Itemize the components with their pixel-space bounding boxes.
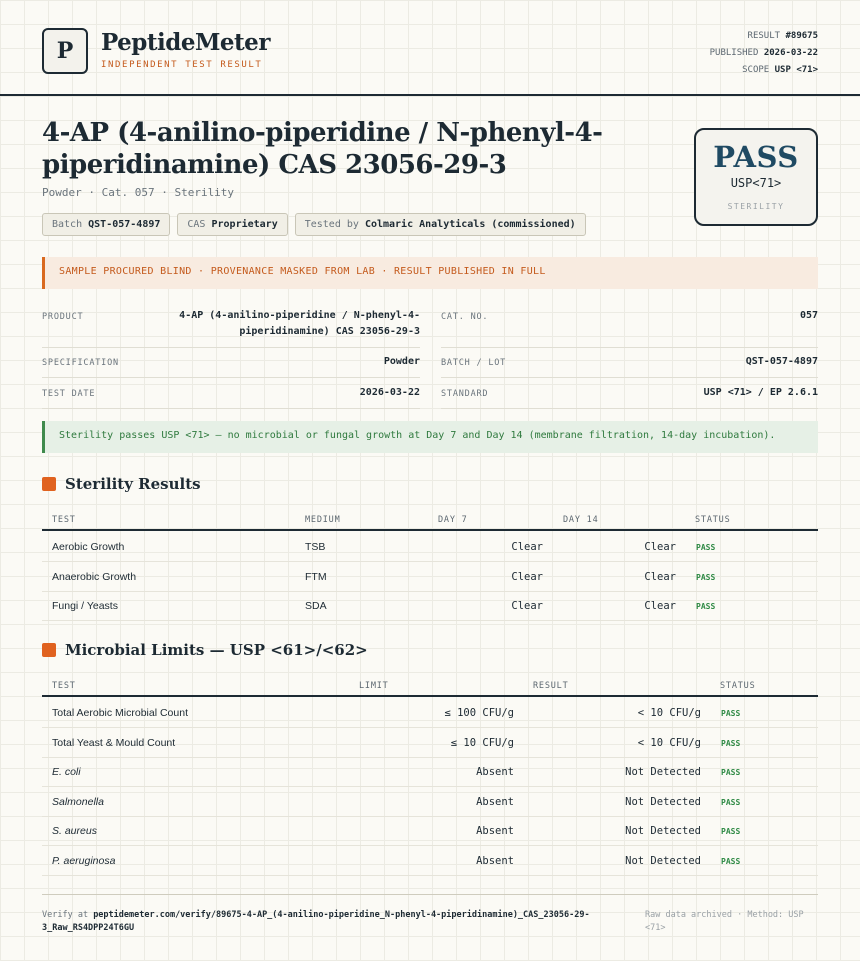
report-meta bbox=[710, 28, 818, 79]
section-title: Sterility Results bbox=[65, 475, 201, 493]
status-badge: PASS bbox=[721, 827, 741, 836]
sterility-heading bbox=[42, 475, 201, 493]
table-row bbox=[42, 728, 818, 758]
divider bbox=[441, 377, 818, 378]
column-header: MEDIUM bbox=[305, 515, 341, 525]
standard-label: STANDARD bbox=[441, 389, 489, 399]
date-label: TEST DATE bbox=[42, 389, 96, 399]
column-header: LIMIT bbox=[359, 681, 389, 691]
table-row bbox=[42, 591, 818, 621]
limit-cell: Absent bbox=[476, 795, 514, 808]
medium-cell: FTM bbox=[305, 570, 327, 583]
logo: P bbox=[42, 28, 88, 74]
column-header: RESULT bbox=[533, 681, 569, 691]
day14-cell: Clear bbox=[644, 570, 676, 583]
spec-label: SPECIFICATION bbox=[42, 358, 119, 368]
scope-label: SCOPE bbox=[742, 65, 770, 75]
result-cell: < 10 CFU/g bbox=[637, 736, 701, 749]
batch-label: BATCH / LOT bbox=[441, 358, 507, 368]
column-header: TEST bbox=[52, 681, 76, 691]
column-header: DAY 14 bbox=[563, 515, 599, 525]
test-name: E. coli bbox=[52, 766, 81, 778]
result-cell: Not Detected bbox=[625, 825, 701, 837]
status-badge: PASS bbox=[696, 602, 716, 611]
result-number: #89675 bbox=[785, 31, 818, 41]
status-badge: PASS bbox=[721, 856, 741, 866]
microbial-table-header bbox=[42, 675, 818, 697]
section-marker-icon bbox=[42, 643, 56, 657]
status-badge: PASS bbox=[696, 543, 716, 552]
divider bbox=[42, 408, 420, 409]
status-badge: PASS bbox=[721, 797, 741, 807]
product-subline: Powder · Cat. 057 · Sterility bbox=[42, 186, 235, 199]
product-value bbox=[150, 308, 420, 340]
result-cell: Not Detected bbox=[625, 854, 701, 867]
verify-link[interactable]: peptidemeter.com/verify/89675-4-AP_(4-anilino-piperidine_N-phenyl-4-piperidinamine)_CAS_23056-29-3_Raw_RS4DPP24T6GU bbox=[42, 910, 590, 933]
column-header: DAY 7 bbox=[438, 515, 468, 525]
verify-text bbox=[42, 909, 602, 935]
medium-cell: SDA bbox=[305, 600, 327, 612]
divider bbox=[42, 347, 420, 348]
standard-value: USP <71> / EP 2.6.1 bbox=[703, 387, 818, 398]
status-badge: PASS bbox=[721, 709, 741, 718]
medium-cell: TSB bbox=[305, 541, 326, 553]
verify-prefix: Verify at bbox=[42, 910, 89, 920]
cat-value: 057 bbox=[799, 310, 818, 321]
divider bbox=[441, 408, 818, 409]
batch-value: QST-057-4897 bbox=[745, 356, 818, 367]
test-name: Total Yeast & Mould Count bbox=[52, 736, 176, 749]
test-name: Salmonella bbox=[52, 795, 104, 808]
verdict-result: PASS bbox=[713, 140, 799, 174]
day14-cell: Clear bbox=[644, 600, 676, 612]
table-row bbox=[42, 562, 818, 592]
limit-cell: Absent bbox=[476, 766, 514, 778]
divider bbox=[42, 377, 420, 378]
result-cell: Not Detected bbox=[625, 795, 701, 808]
table-row bbox=[42, 532, 818, 562]
product-value-line: piperidinamine) CAS 23056-29-3 bbox=[239, 326, 420, 337]
spec-value: Powder bbox=[383, 356, 420, 367]
scope-value: USP <71> bbox=[774, 65, 818, 75]
cas-chip bbox=[177, 213, 287, 236]
day7-cell: Clear bbox=[511, 541, 543, 553]
result-label: RESULT bbox=[747, 31, 781, 41]
day14-cell: Clear bbox=[644, 541, 676, 553]
section-marker-icon bbox=[42, 477, 56, 491]
status-badge: PASS bbox=[721, 738, 741, 748]
published-date: 2026-03-22 bbox=[763, 48, 818, 58]
section-title: Microbial Limits — USP <61>/<62> bbox=[65, 641, 368, 659]
limit-cell: Absent bbox=[476, 854, 514, 867]
test-name: P. aeruginosa bbox=[52, 854, 116, 867]
microbial-heading bbox=[42, 641, 368, 659]
chip-value: Proprietary bbox=[211, 219, 278, 230]
result-cell: Not Detected bbox=[625, 766, 701, 778]
archive-note: Raw data archived · Method: USP <71> bbox=[645, 910, 804, 933]
sterility-table-header bbox=[42, 509, 818, 531]
verdict-badge bbox=[694, 128, 818, 226]
day7-cell: Clear bbox=[511, 600, 543, 612]
published-label: PUBLISHED bbox=[709, 48, 759, 58]
chip-label: CAS bbox=[187, 219, 206, 230]
brand-subtitle: INDEPENDENT TEST RESULT bbox=[101, 60, 263, 70]
test-name: Total Aerobic Microbial Count bbox=[52, 707, 188, 719]
cat-label: CAT. NO. bbox=[441, 312, 489, 322]
report-header bbox=[0, 0, 860, 96]
column-header: STATUS bbox=[720, 681, 756, 691]
divider bbox=[441, 347, 818, 348]
product-label: PRODUCT bbox=[42, 312, 84, 322]
chip-label: Batch bbox=[52, 219, 83, 230]
page-title: 4-AP (4-anilino-piperidine / N-phenyl-4-piperidinamine) CAS 23056-29-3 bbox=[42, 118, 603, 180]
test-name: Fungi / Yeasts bbox=[52, 600, 118, 612]
product-value-line: 4-AP (4-anilino-piperidine / N-phenyl-4- bbox=[179, 310, 420, 321]
table-row bbox=[42, 846, 818, 876]
test-name: Anaerobic Growth bbox=[52, 570, 137, 583]
status-badge: PASS bbox=[696, 572, 716, 582]
table-row bbox=[42, 816, 818, 846]
limit-cell: ≤ 10 CFU/g bbox=[450, 736, 514, 749]
verdict-type: STERILITY bbox=[727, 202, 785, 211]
chip-label: Tested by bbox=[304, 219, 359, 230]
chip-value: Colmaric Analyticals (commissioned) bbox=[364, 219, 576, 230]
chip-row bbox=[42, 213, 586, 236]
tested-by-chip bbox=[295, 213, 586, 236]
brand-name: PeptideMeter bbox=[101, 29, 270, 56]
limit-cell: ≤ 100 CFU/g bbox=[444, 707, 514, 719]
verdict-standard: USP<71> bbox=[730, 176, 782, 190]
limit-cell: Absent bbox=[476, 825, 514, 837]
column-header: STATUS bbox=[695, 515, 731, 525]
day7-cell: Clear bbox=[511, 570, 543, 583]
summary-banner: Sterility passes USP <71> — no microbial or fungal growth at Day 7 and Day 14 (membrane filtration, 14-day incubation). bbox=[42, 421, 818, 453]
status-badge: PASS bbox=[721, 768, 741, 777]
table-row bbox=[42, 757, 818, 787]
table-row bbox=[42, 698, 818, 728]
chip-value: QST-057-4897 bbox=[88, 219, 161, 230]
test-name: Aerobic Growth bbox=[52, 541, 125, 553]
provenance-banner: SAMPLE PROCURED BLIND · PROVENANCE MASKED FROM LAB · RESULT PUBLISHED IN FULL bbox=[42, 257, 818, 289]
table-row bbox=[42, 787, 818, 817]
footer-divider bbox=[42, 894, 818, 895]
test-name: S. aureus bbox=[52, 825, 97, 837]
result-cell: < 10 CFU/g bbox=[637, 707, 701, 719]
batch-chip bbox=[42, 213, 170, 236]
date-value: 2026-03-22 bbox=[359, 387, 420, 398]
column-header: TEST bbox=[52, 515, 76, 525]
